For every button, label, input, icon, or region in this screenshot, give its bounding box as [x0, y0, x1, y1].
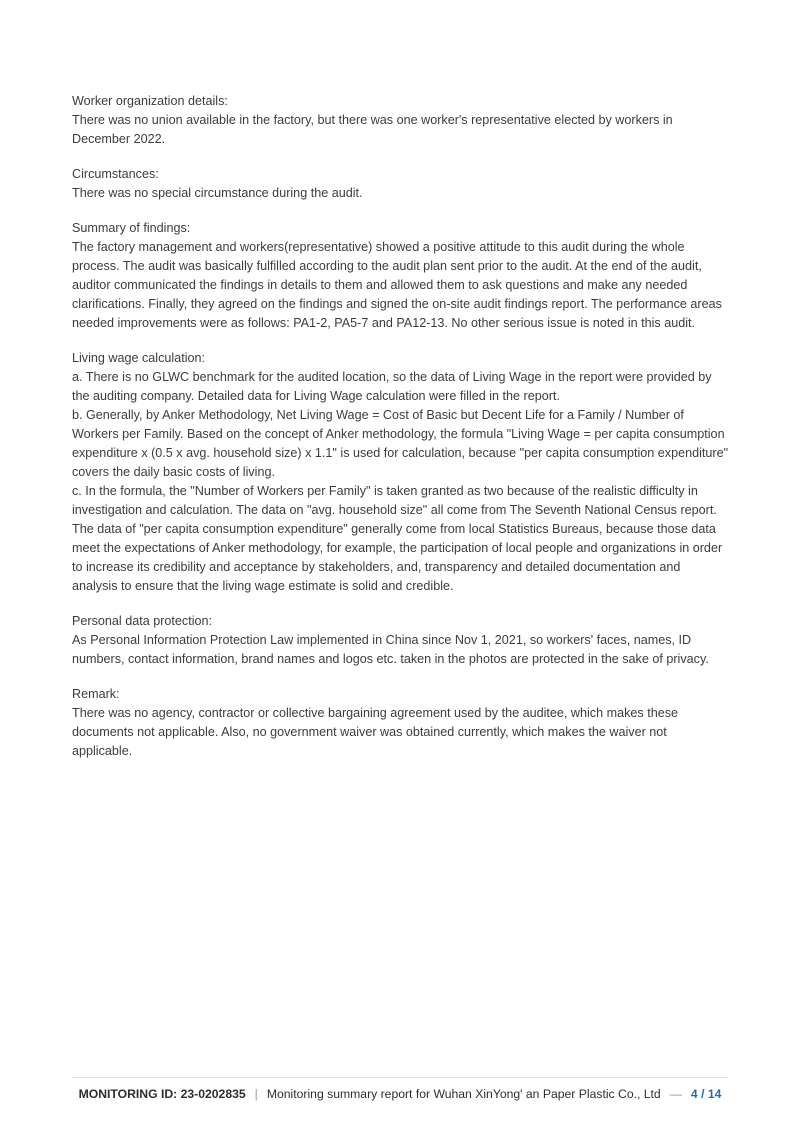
- section-heading: Circumstances:: [72, 167, 159, 181]
- section-paragraph: b. Generally, by Anker Methodology, Net Living Wage = Cost of Basic but Decent Life for a Family / Number of Workers per Family. Based on the concept of Anker methodology, the formula "Living Wage = per capita consumption expenditure x (0.5 x avg. household size) x 1.1" is used for calculation, because "per capita consumption expenditure" covers the daily basic costs of living.: [72, 408, 729, 479]
- section-paragraph: There was no agency, contractor or collective bargaining agreement used by the auditee, which makes these documents not applicable. Also, no government waiver was obtained currently, which makes the waiver not applicable.: [72, 706, 679, 758]
- footer-separator: |: [254, 1087, 258, 1101]
- section-personal-data-protection: [72, 612, 729, 669]
- section-paragraph: c. In the formula, the "Number of Workers per Family" is taken granted as two because of the realistic difficulty in investigation and calculation. The data on "avg. household size" all come from The Seventh National Census report. The data of "per capita consumption expenditure" generally come from local Statistics Bureaus, because those data meet the expectations of Anker methodology, for example, the participation of local people and organizations in order to increase its credibility and acceptance by stakeholders, and, transparency and detailed documentation and analysis to ensure that the living wage estimate is solid and credible.: [72, 484, 723, 593]
- section-summary-of-findings: [72, 219, 729, 333]
- section-heading: Worker organization details:: [72, 94, 228, 108]
- section-worker-organization-details: [72, 92, 729, 149]
- footer-dash: —: [669, 1087, 682, 1101]
- section-paragraph: There was no special circumstance during the audit.: [72, 186, 363, 200]
- section-paragraph: There was no union available in the factory, but there was one worker's representative elected by workers in December 2022.: [72, 113, 673, 146]
- section-circumstances: [72, 165, 729, 203]
- section-remark: [72, 685, 729, 761]
- footer-divider: [72, 1077, 728, 1078]
- section-heading: Living wage calculation:: [72, 351, 206, 365]
- section-paragraph: The factory management and workers(representative) showed a positive attitude to this audit during the whole process. The audit was basically fulfilled according to the audit plan sent prior to the audit. At the end of the audit, auditor communicated the findings in details to them and allowed them to ask questions and make any needed clarifications. Finally, they agreed on the findings and signed the on-site audit findings report. The performance areas needed improvements were as follows: PA1-2, PA5-7 and PA12-13. No other serious issue is noted in this audit.: [72, 240, 722, 330]
- page-number: 4 / 14: [690, 1087, 722, 1101]
- section-paragraph: a. There is no GLWC benchmark for the audited location, so the data of Living Wage in the report were provided by the auditing company. Detailed data for Living Wage calculation were filled in the report.: [72, 370, 712, 403]
- monitoring-id-label: MONITORING ID:: [78, 1087, 178, 1101]
- section-living-wage-calculation: [72, 349, 729, 596]
- page-footer: [0, 1087, 800, 1101]
- section-heading: Summary of findings:: [72, 221, 191, 235]
- section-heading: Remark:: [72, 687, 120, 701]
- document-content: [72, 92, 729, 777]
- section-heading: Personal data protection:: [72, 614, 213, 628]
- footer-report-title: Monitoring summary report for Wuhan XinYong' an Paper Plastic Co., Ltd: [266, 1087, 661, 1101]
- monitoring-id-value: 23-0202835: [180, 1087, 246, 1101]
- section-paragraph: As Personal Information Protection Law implemented in China since Nov 1, 2021, so workers' faces, names, ID numbers, contact information, brand names and logos etc. taken in the photos are protected in the sake of privacy.: [72, 633, 709, 666]
